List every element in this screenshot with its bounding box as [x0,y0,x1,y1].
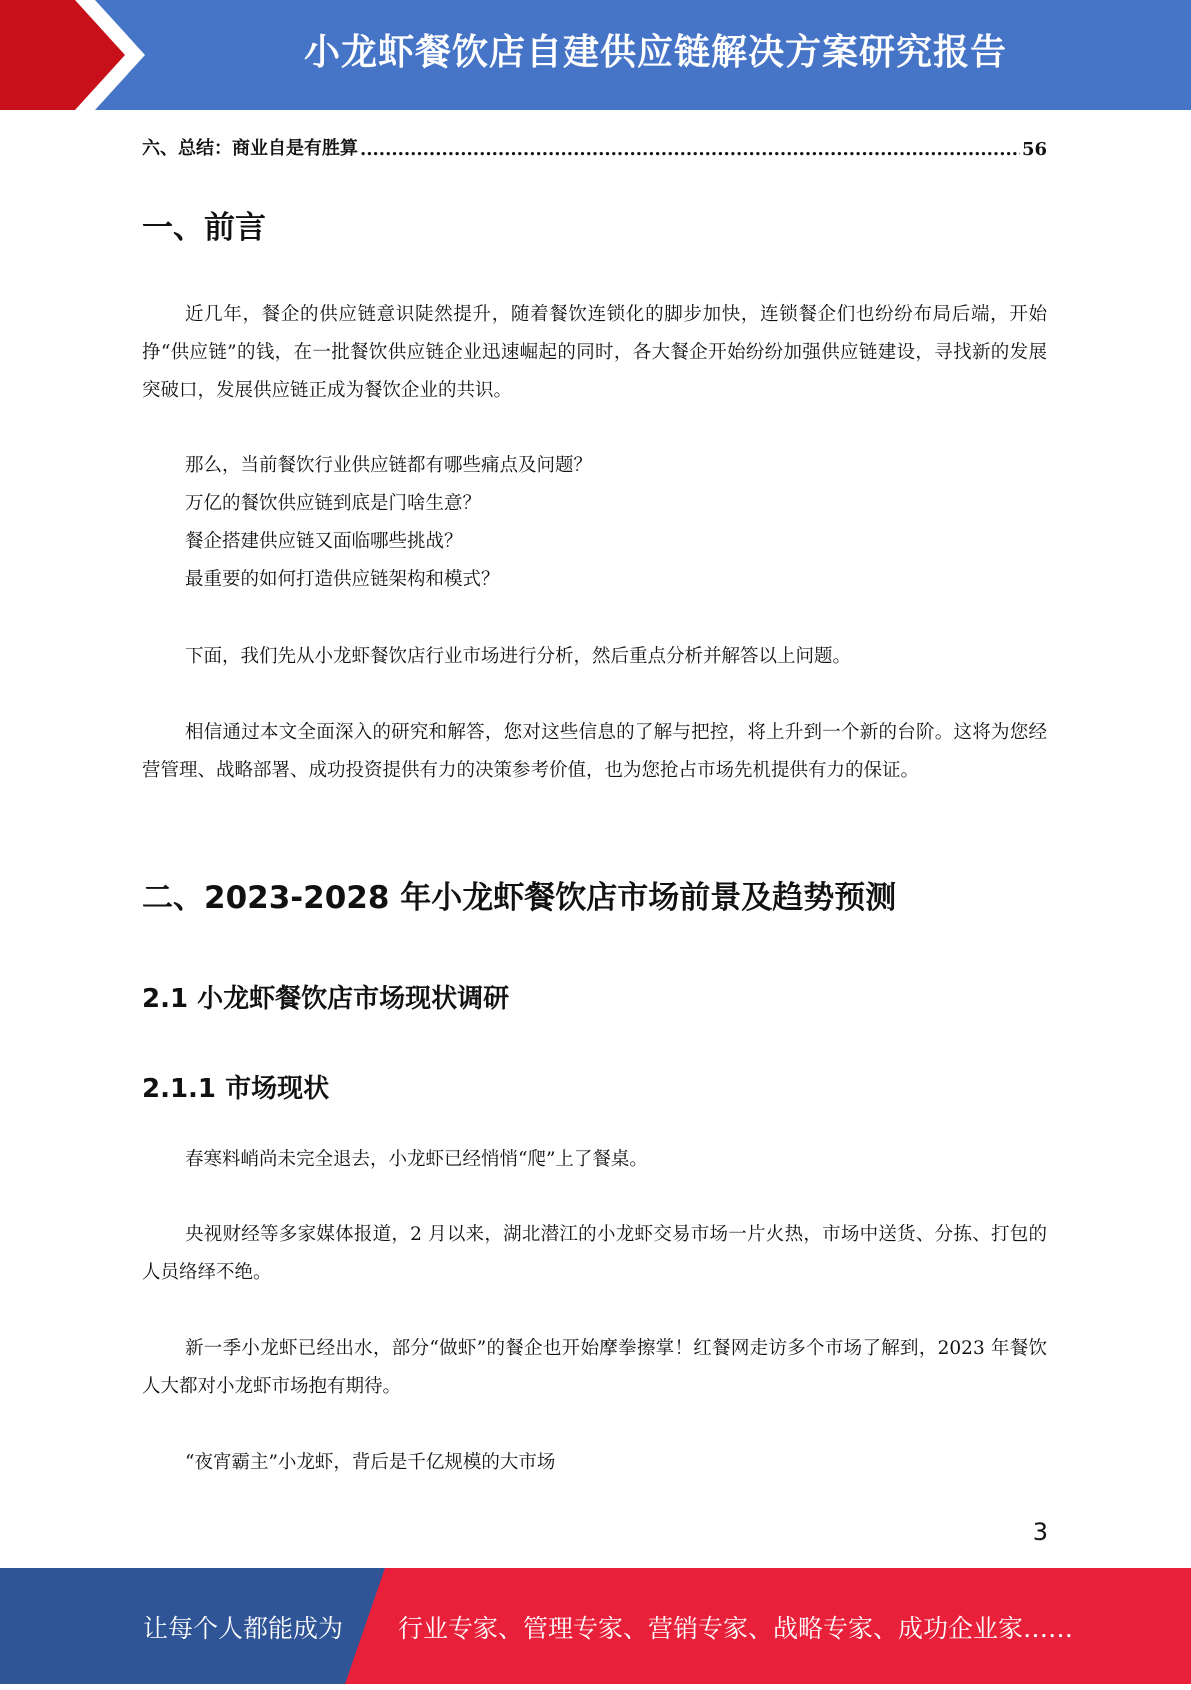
report-title: 小龙虾餐饮店自建供应链解决方案研究报告 [303,32,1007,73]
market-paragraph-3: 新一季小龙虾已经出水，部分“做虾”的餐企也开始摩拳擦掌！红餐网走访多个市场了解到，2023 年餐饮人大都对小龙虾市场抱有期待。 [142,1338,1047,1397]
value-paragraph: 相信通过本文全面深入的研究和解答，您对这些信息的了解与把控，将上升到一个新的台阶。这将为您经营管理、战略部署、成功投资提供有力的决策参考价值，也为您抢占市场先机提供有力的保证。 [142,722,1047,781]
footer-slogan-left: 让每个人都能成为 [143,1614,344,1643]
question-2: 万亿的餐饮供应链到底是门啥生意？ [185,493,482,514]
market-paragraph-1: 春寒料峭尚未完全退去，小龙虾已经悄悄“爬”上了餐桌。 [185,1149,648,1170]
market-paragraph-2: 央视财经等多家媒体报道，2 月以来，湖北潜江的小龙虾交易市场一片火热，市场中送货、分拣、打包的人员络绎不绝。 [142,1224,1047,1283]
section-1-heading: 一、前言 [142,210,266,246]
footer-slogan-right: 行业专家、管理专家、营销专家、战略专家、成功企业家…… [398,1614,1074,1643]
intro-paragraph: 近几年，餐企的供应链意识陡然提升，随着餐饮连锁化的脚步加快，连锁餐企们也纷纷布局后端，开始挣“供应链”的钱，在一批餐饮供应链企业迅速崛起的同时，各大餐企开始纷纷加强供应链建设，寻找新的发展突破口，发展供应链正成为餐饮企业的共识。 [142,304,1047,401]
section-2-1-1-heading: 2.1.1 市场现状 [142,1074,330,1104]
question-4: 最重要的如何打造供应链架构和模式？ [185,569,500,590]
question-1: 那么，当前餐饮行业供应链都有哪些痛点及问题？ [185,455,593,476]
analysis-paragraph: 下面，我们先从小龙虾餐饮店行业市场进行分析，然后重点分析并解答以上问题。 [185,646,852,667]
page-header [0,0,1191,110]
page-number: 3 [1032,1518,1048,1546]
toc-entry-page: 56 [1021,139,1047,160]
toc-leader-dots [360,139,1020,160]
section-2-1-heading: 2.1 小龙虾餐饮店市场现状调研 [142,984,510,1014]
toc-entry-label: 六、总结：商业自是有胜算 [142,138,358,159]
market-paragraph-4: “夜宵霸主”小龙虾，背后是千亿规模的大市场 [185,1452,556,1473]
section-2-heading: 二、2023-2028 年小龙虾餐饮店市场前景及趋势预测 [142,880,897,916]
header-arrow-decoration [0,0,170,110]
toc-entry[interactable] [142,130,1047,160]
question-3: 餐企搭建供应链又面临哪些挑战？ [185,531,463,552]
page-footer [0,1568,1191,1684]
